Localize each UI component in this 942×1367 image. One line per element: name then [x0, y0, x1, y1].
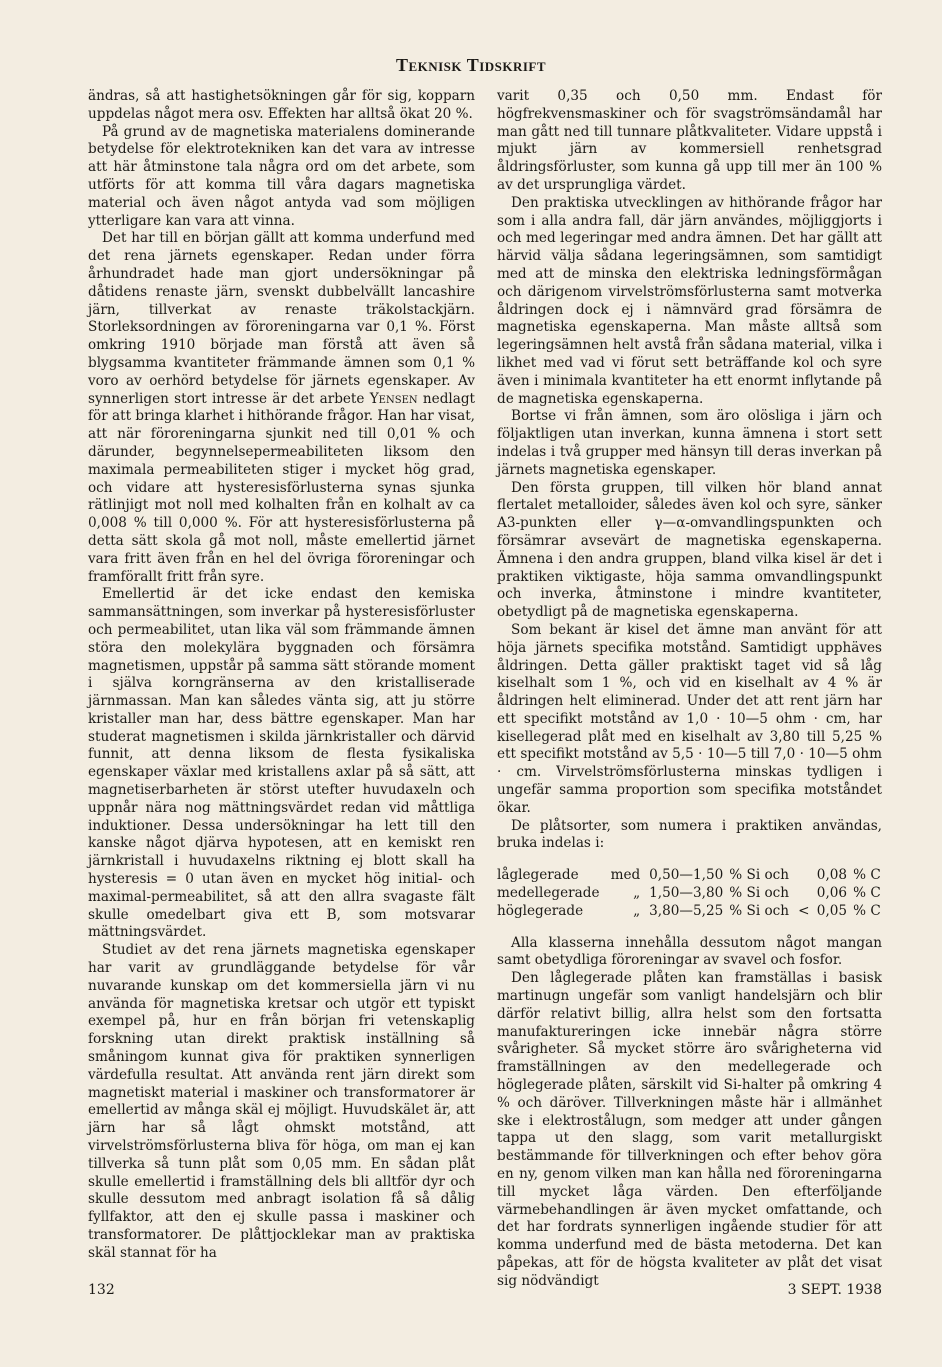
alloy-prefix: „	[633, 902, 641, 919]
alloy-prefix: med	[610, 867, 641, 884]
alloy-unit: % Si och	[729, 902, 790, 919]
paragraph: Studiet av det rena järnets magnetiska egenskaper har varit av grundläggande betydelse för vår nuvarande kunskap om det kommersiella järn vi nu använda för magnetiska kretsar och utgör ett typiskt exempel på, hur en från början fri vetenskaplig forskning utan direkt praktisk inställning så småningom kunnat giva för praktiken synnerligen värdefulla resultat. Att använda rent järn direkt som magnetiskt material i maskiner och transformatorer är emellertid av många skäl ej möjligt. Huvudskälet är, att järn har så lågt ohmskt motstånd, att virvelströmsförlusterna bliva för höga, om man ej kan tillverka så tunn plåt som 0,05 mm. En sådan plåt skulle emellertid i framställning dels bli alltför dyr och skulle dessutom med anbragt isolation få så dålig fyllfaktor, att den ej skulle passa i maskiner och transformatorer. De plåttjocklekar man av praktiska skäl stannat för ha	[88, 942, 475, 1261]
alloy-carbon: 0,08	[816, 867, 848, 884]
paragraph: Som bekant är kisel det ämne man använt för att höja järnets specifika motstånd. Samtidigt upphäves åldringen. Detta gäller praktiskt taget vid så låg kiselhalt som 1 %, och vid en kiselhalt av 4 % är åldringen helt eliminerad. Under det att rent järn har ett specifikt motstånd av 1,0 · 10—5 ohm · cm, har kisellegerad plåt med en kiselhalt av 3,80 till 5,25 % ett specifikt motstånd av 5,5 · 10—5 till 7,0 · 10—5 ohm · cm. Virvelströmsförlusterna minskas tydligen i ungefär samma proportion som specifika motståndet ökar.	[497, 621, 882, 816]
right-column	[497, 88, 882, 1291]
journal-title: Teknisk Tidskrift	[395, 55, 547, 75]
alloy-unit: % Si och	[729, 885, 790, 902]
paragraph: Emellertid är det icke endast den kemiska sammansättningen, som inverkar på hysteresisförluster och permeabilitet, utan lika väl som främmande ämnen störa den molekylära byggnaden och försämra magnetismen, uppstår på samma sätt störande moment i själva korngränserna av den kristalliserade järnmassan. Man kan således vänta sig, att ju större kristaller man har, dess bättre egenskaper. Man har studerat magnetismen i skilda järnkristaller och därvid funnit, att denna liksom de flesta fysikaliska egenskaper växlar med kristallens axlar på så sätt, att magnetiserbarheten är störst utefter huvudaxeln och uppnår nära nog mättningsvärdet redan vid måttliga induktioner. Dessa undersökningar ha lett till den kanske något djärva hypotesen, att en kemiskt ren järnkristall i huvudaxelns riktning ej blott skall ha hysteresis = 0 utan även en mycket hög initial- och maximal-permeabilitet, så att den allra svagaste fält skulle omedelbart giva ett B, som motsvarar mättningsvärdet.	[88, 586, 475, 941]
alloy-comparator	[791, 885, 809, 903]
alloy-carbon-unit: % C	[853, 902, 881, 919]
alloy-comparator: <	[798, 902, 810, 919]
alloy-range: 3,80—5,25	[649, 902, 724, 919]
alloy-table	[497, 867, 882, 920]
alloy-carbon-unit: % C	[853, 885, 881, 902]
alloy-name: medellegerade	[497, 885, 600, 902]
paragraph: Den första gruppen, till vilken hör bland annat flertalet metalloider, således även kol och syre, sänker A3-punkten eller γ—α-omvandlingspunkten och försämrar avsevärt de magnetiska egenskaperna. Ämnena i den andra gruppen, bland vilka kisel är det i praktiken viktigaste, höja samma omvandlingspunkt och inverka, åtminstone i mindre kvantiteter, obetydligt på de magnetiska egenskaperna.	[497, 479, 882, 621]
paragraph: De plåtsorter, som numera i praktiken användas, bruka indelas i:	[497, 817, 882, 852]
alloy-unit: % Si och	[729, 867, 790, 884]
paragraph: Den låglegerade plåten kan framställas i basisk martinugn ungefär som vanligt handelsjärn och blir därför relativt billig, allra helst som den fortsatta manufaktureringen icke innebär några större svårigheter. Så mycket större äro svårigheterna vid framställningen av den medellegerade och höglegerade plåten, särskilt vid Si-halter på omkring 4 % och däröver. Tillverkningen måste här i allmänhet ske i elektrostålugn, som medger att under gången tappa ut den slagg, som varit metallurgiskt bestämmande för tillverkningen och efter behov göra en ny, genom vilken man kan hålla ned föroreningarna till mycket låga värden. Den efterföljande värmebehandlingen är även mycket omfattande, och det har fordrats synnerligen ingående studier för att komma underfund med de bästa metoderna. Det kan påpekas, att för de högsta kvaliteter av plåt det visat sig nödvändigt	[497, 970, 882, 1289]
alloy-name: låglegerade	[497, 867, 579, 884]
page-number: 132	[88, 1282, 115, 1298]
paragraph-text: Det har till en början gällt att komma underfund med det rena järnets egenskaper. Redan under förra århundradet hade man gjort undersökningar på dåtidens renaste järn, svenskt dubbelvällt lancashire järn, tillverkat av renaste träkolstackjärn. Storleksordningen av föroreningarna var 0,1 %. Först omkring 1910 började man förstå att även så blygsamma kvantiteter främmande ämnen som 0,1 % voro av oerhörd betydelse för järnets egenskaper. Av synnerligen stort intresse är det arbete	[88, 230, 475, 407]
alloy-prefix: „	[633, 885, 641, 902]
alloy-range: 1,50—3,80	[649, 885, 724, 902]
author-name: Yensen	[369, 390, 418, 407]
paragraph: På grund av de magnetiska materialens dominerande betydelse för elektrotekniken kan det vara av intresse att här åtminstone tala några ord om det arbete, som utförts för att komma till våra dagars magnetiska material och även något antyda vad som möjligen ytterligare kan vara att vinna.	[88, 123, 475, 229]
paragraph: Alla klasserna innehålla dessutom något mangan samt obetydliga föroreningar av svavel och fosfor.	[497, 934, 882, 969]
alloy-comparator	[791, 867, 809, 885]
paragraph: Den praktiska utvecklingen av hithörande frågor har som i alla andra fall, där järn användes, möjliggjorts i och med legeringar med andra ämnen. Det har gällt att härvid välja sådana legeringsämnen, som samtidigt med att de minska den elektriska ledningsförmågan och därigenom virvelströmsförlusterna samt motverka åldringen dock ej i nämnvärd grad försämra de magnetiska egenskaperna. Man måste alltså som legeringsämnen helt avstå från sådana material, vilka i likhet med vad vi förut sett beträffande kol och syre även i minimala kvantiteter ha ett enormt inflytande på de magnetiska egenskaperna.	[497, 194, 882, 407]
alloy-row	[497, 903, 882, 921]
alloy-range: 0,50—1,50	[649, 867, 724, 884]
paragraph-text: nedlagt för att bringa klarhet i hithörande frågor. Han har visat, att när föroreningarna sjunkit ned till 0,01 % och därunder, begynnelsepermeabiliteten liksom den maximala permeabiliteten stiger i mycket hög grad, och vidare att hysteresisförlusterna synas sjunka rätlinjigt mot noll med kolhalten från en kolhalt av ca 0,008 % till 0,000 %. För att hysteresisförlusterna på detta sätt skola gå mot noll, måste emellertid järnet vara fritt även från en hel del övriga föroreningar och framförallt fritt från syre.	[88, 390, 476, 585]
paragraph: Bortse vi från ämnen, som äro olösliga i järn och följaktligen utan inverkan, kunna ämnena i stort sett indelas i två grupper med hänsyn till deras inverkan på järnets magnetiska egenskaper.	[497, 408, 882, 478]
paragraph	[88, 230, 475, 586]
alloy-carbon: 0,05	[816, 902, 848, 919]
alloy-carbon: 0,06	[816, 885, 848, 902]
alloy-carbon-unit: % C	[853, 867, 881, 884]
paragraph: varit 0,35 och 0,50 mm. Endast för högfrekvensmaskiner och för svagströmsändamål har man gått ned till tunnare plåtkvaliteter. Vidare uppstå i mjukt järn av kommersiell renhetsgrad åldringsförluster, som kunna gå upp till mer än 100 % av det ursprungliga värdet.	[497, 88, 882, 193]
paragraph: ändras, så att hastighetsökningen går för sig, kopparn uppdelas något mera osv. Effekten har alltså ökat 20 %.	[88, 88, 475, 122]
issue-date: 3 SEPT. 1938	[787, 1282, 882, 1298]
alloy-name: höglegerade	[497, 902, 584, 919]
alloy-row	[497, 867, 882, 885]
alloy-row	[497, 885, 882, 903]
left-column	[88, 88, 475, 1263]
